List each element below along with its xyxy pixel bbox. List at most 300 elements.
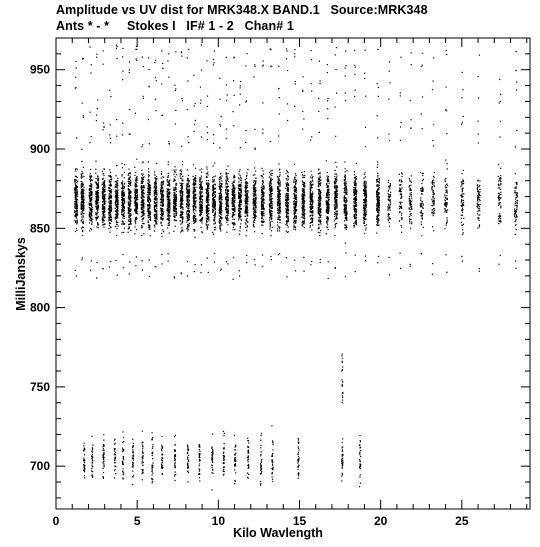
data-point [81,228,82,229]
data-point [234,214,235,215]
data-point [130,210,131,211]
data-point [167,188,168,189]
data-point [234,198,235,199]
data-point [77,192,78,193]
data-point [111,179,112,180]
data-point [155,217,156,218]
data-point [219,218,220,219]
data-point [208,192,209,193]
data-point [219,183,220,184]
data-point [149,86,150,87]
data-point [110,207,111,208]
data-point [188,220,189,221]
data-point [74,215,75,216]
data-point [186,203,187,204]
data-point [117,190,118,191]
data-point [269,205,270,206]
data-point [82,231,83,232]
data-point [149,196,150,197]
data-point [156,182,157,183]
data-point [169,211,170,212]
data-point [115,215,116,216]
data-point [155,60,156,61]
data-point [82,194,83,195]
data-point [240,199,241,200]
data-point [175,220,176,221]
data-point [279,228,280,229]
data-point [238,219,239,220]
data-point [104,202,105,203]
data-point [155,77,156,78]
data-point [271,196,272,197]
data-point [102,222,103,223]
data-point [220,192,221,193]
data-point [124,208,125,209]
data-point [262,180,263,181]
data-point [277,228,278,229]
data-point [234,223,235,224]
data-point [255,199,256,200]
data-point [90,200,91,201]
data-point [110,172,111,173]
data-point [137,182,138,183]
data-point [239,104,240,105]
data-point [182,209,183,210]
data-point [234,194,235,195]
data-point [149,188,150,189]
data-point [124,212,125,213]
data-point [187,276,188,277]
data-point [142,216,143,217]
data-point [253,205,254,206]
data-point [279,97,280,98]
data-point [167,191,168,192]
data-point [214,261,215,262]
data-point [91,194,92,195]
data-point [201,172,202,173]
data-point [130,185,131,186]
data-point [81,176,82,177]
data-point [161,50,162,51]
data-point [279,208,280,209]
data-point [240,180,241,181]
data-point [255,212,256,213]
data-point [128,195,129,196]
data-point [181,178,182,179]
data-point [74,201,75,202]
data-point [219,225,220,226]
data-point [75,231,76,232]
data-point [136,209,137,210]
data-point [246,235,247,236]
data-point [277,176,278,177]
data-point [207,96,208,97]
data-point [227,200,228,201]
data-point [193,206,194,207]
data-point [202,200,203,201]
data-point [129,62,130,63]
data-point [142,175,143,176]
data-point [91,212,92,213]
data-point [239,230,240,231]
data-point [213,223,214,224]
data-point [226,177,227,178]
data-point [262,254,263,255]
data-point [247,183,248,184]
data-point [263,211,264,212]
data-point [103,206,104,207]
data-point [227,180,228,181]
data-point [75,216,76,217]
data-point [219,147,220,148]
data-point [148,211,149,212]
data-point [96,120,97,121]
data-point [226,196,227,197]
data-point [195,180,196,181]
data-point [245,190,246,191]
data-point [263,196,264,197]
data-point [174,211,175,212]
data-point [110,186,111,187]
data-point [104,224,105,225]
data-point [117,222,118,223]
data-point [155,209,156,210]
data-point [141,260,142,261]
data-point [74,207,75,208]
data-point [134,220,135,221]
data-point [233,227,234,228]
data-point [161,225,162,226]
data-point [215,223,216,224]
data-point [116,191,117,192]
data-point [201,136,202,137]
data-point [174,197,175,198]
data-point [104,210,105,211]
data-point [168,164,169,165]
data-point [91,215,92,216]
data-point [168,143,169,144]
data-point [143,215,144,216]
data-point [149,184,150,185]
data-point [277,208,278,209]
data-point [109,193,110,194]
data-point [102,216,103,217]
data-point [195,187,196,188]
data-point [148,210,149,211]
data-point [246,221,247,222]
data-point [154,215,155,216]
data-point [225,172,226,173]
data-point [83,117,84,118]
data-point [246,230,247,231]
data-point [255,205,256,206]
data-point [181,272,182,273]
data-point [176,194,177,195]
data-point [154,230,155,231]
data-point [225,179,226,180]
data-point [219,223,220,224]
data-point [129,109,130,110]
data-point [215,203,216,204]
data-point [173,207,174,208]
data-point [234,95,235,96]
data-point [238,192,239,193]
data-point [104,184,105,185]
data-point [167,192,168,193]
data-point [253,182,254,183]
data-point [142,187,143,188]
data-point [180,191,181,192]
data-point [110,179,111,180]
data-point [195,120,196,121]
data-point [124,172,125,173]
data-point [255,190,256,191]
data-point [194,237,195,238]
data-point [104,207,105,208]
data-point [188,206,189,207]
data-point [233,80,234,81]
data-point [116,119,117,120]
data-point [187,80,188,81]
data-point [141,177,142,178]
data-point [130,218,131,219]
data-point [122,71,123,72]
data-point [110,177,111,178]
data-point [124,210,125,211]
data-point [121,182,122,183]
data-point [270,178,271,179]
data-point [200,272,201,273]
data-point [76,200,77,201]
data-point [102,221,103,222]
data-point [187,208,188,209]
data-point [110,202,111,203]
data-point [162,205,163,206]
data-point [121,214,122,215]
data-point [193,187,194,188]
data-point [124,228,125,229]
data-point [83,201,84,202]
data-point [180,170,181,171]
data-point [234,229,235,230]
data-point [225,186,226,187]
data-point [142,180,143,181]
data-point [136,211,137,212]
data-point [270,204,271,205]
data-point [115,181,116,182]
data-point [254,231,255,232]
data-point [142,185,143,186]
data-point [278,163,279,164]
data-point [176,220,177,221]
data-point [109,208,110,209]
data-point [269,185,270,186]
data-point [225,197,226,198]
data-point [122,183,123,184]
data-point [149,259,150,260]
data-point [270,177,271,178]
data-point [96,178,97,179]
data-point [220,173,221,174]
data-point [269,183,270,184]
data-point [271,188,272,189]
data-point [163,200,164,201]
data-point [247,192,248,193]
data-point [77,196,78,197]
data-point [90,169,91,170]
data-point [200,195,201,196]
data-point [194,131,195,132]
data-point [173,203,174,204]
data-point [90,208,91,209]
data-point [98,207,99,208]
data-point [168,192,169,193]
data-point [262,133,263,134]
data-point [169,203,170,204]
data-point [82,103,83,104]
data-point [279,183,280,184]
data-point [129,134,130,135]
data-point [279,192,280,193]
data-point [102,192,103,193]
data-point [97,175,98,176]
data-point [122,79,123,80]
data-point [76,214,77,215]
data-point [168,253,169,254]
data-point [246,178,247,179]
data-point [193,184,194,185]
data-point [181,196,182,197]
data-point [262,222,263,223]
data-point [130,230,131,231]
data-point [180,224,181,225]
data-point [241,204,242,205]
data-point [116,235,117,236]
data-point [76,190,77,191]
data-point [199,211,200,212]
data-point [110,96,111,97]
data-point [187,201,188,202]
data-point [227,224,228,225]
data-point [81,184,82,185]
data-point [148,119,149,120]
data-point [201,227,202,228]
data-point [81,203,82,204]
data-point [137,178,138,179]
data-point [154,195,155,196]
data-point [255,187,256,188]
data-point [246,212,247,213]
data-point [272,173,273,174]
data-point [261,225,262,226]
data-point [220,188,221,189]
data-point [92,207,93,208]
data-point [262,129,263,130]
data-point [109,191,110,192]
data-point [175,88,176,89]
data-point [110,227,111,228]
data-point [136,256,137,257]
data-point [253,202,254,203]
data-point [199,169,200,170]
data-point [279,230,280,231]
data-point [89,176,90,177]
data-point [253,213,254,214]
data-point [168,161,169,162]
data-point [238,173,239,174]
data-point [137,191,138,192]
data-point [200,205,201,206]
data-point [214,208,215,209]
data-point [167,204,168,205]
data-point [187,186,188,187]
data-point [141,173,142,174]
data-point [154,175,155,176]
data-point [212,177,213,178]
data-point [187,197,188,198]
data-point [142,144,143,145]
data-point [277,222,278,223]
data-point [270,195,271,196]
data-point [226,232,227,233]
data-point [195,181,196,182]
data-point [239,169,240,170]
data-point [239,216,240,217]
data-point [124,187,125,188]
data-point [254,193,255,194]
data-point [234,185,235,186]
data-point [124,177,125,178]
data-point [82,177,83,178]
data-point [90,47,91,48]
data-point [233,181,234,182]
data-point [262,190,263,191]
data-point [76,188,77,189]
data-point [156,206,157,207]
data-point [90,191,91,192]
data-point [214,197,215,198]
data-point [150,192,151,193]
data-point [280,216,281,217]
data-point [182,185,183,186]
data-point [109,206,110,207]
data-point [175,90,176,91]
data-point [104,190,105,191]
data-point [96,207,97,208]
data-point [253,224,254,225]
data-point [91,189,92,190]
data-point [90,183,91,184]
data-point [162,213,163,214]
data-point [110,194,111,195]
data-point [150,235,151,236]
data-point [91,203,92,204]
data-point [161,209,162,210]
data-point [269,186,270,187]
data-point [232,203,233,204]
data-point [280,198,281,199]
data-point [141,202,142,203]
data-point [238,208,239,209]
data-point [187,180,188,181]
data-point [207,205,208,206]
data-point [201,182,202,183]
data-point [74,182,75,183]
data-point [270,235,271,236]
data-point [263,206,264,207]
data-point [270,192,271,193]
data-point [247,201,248,202]
